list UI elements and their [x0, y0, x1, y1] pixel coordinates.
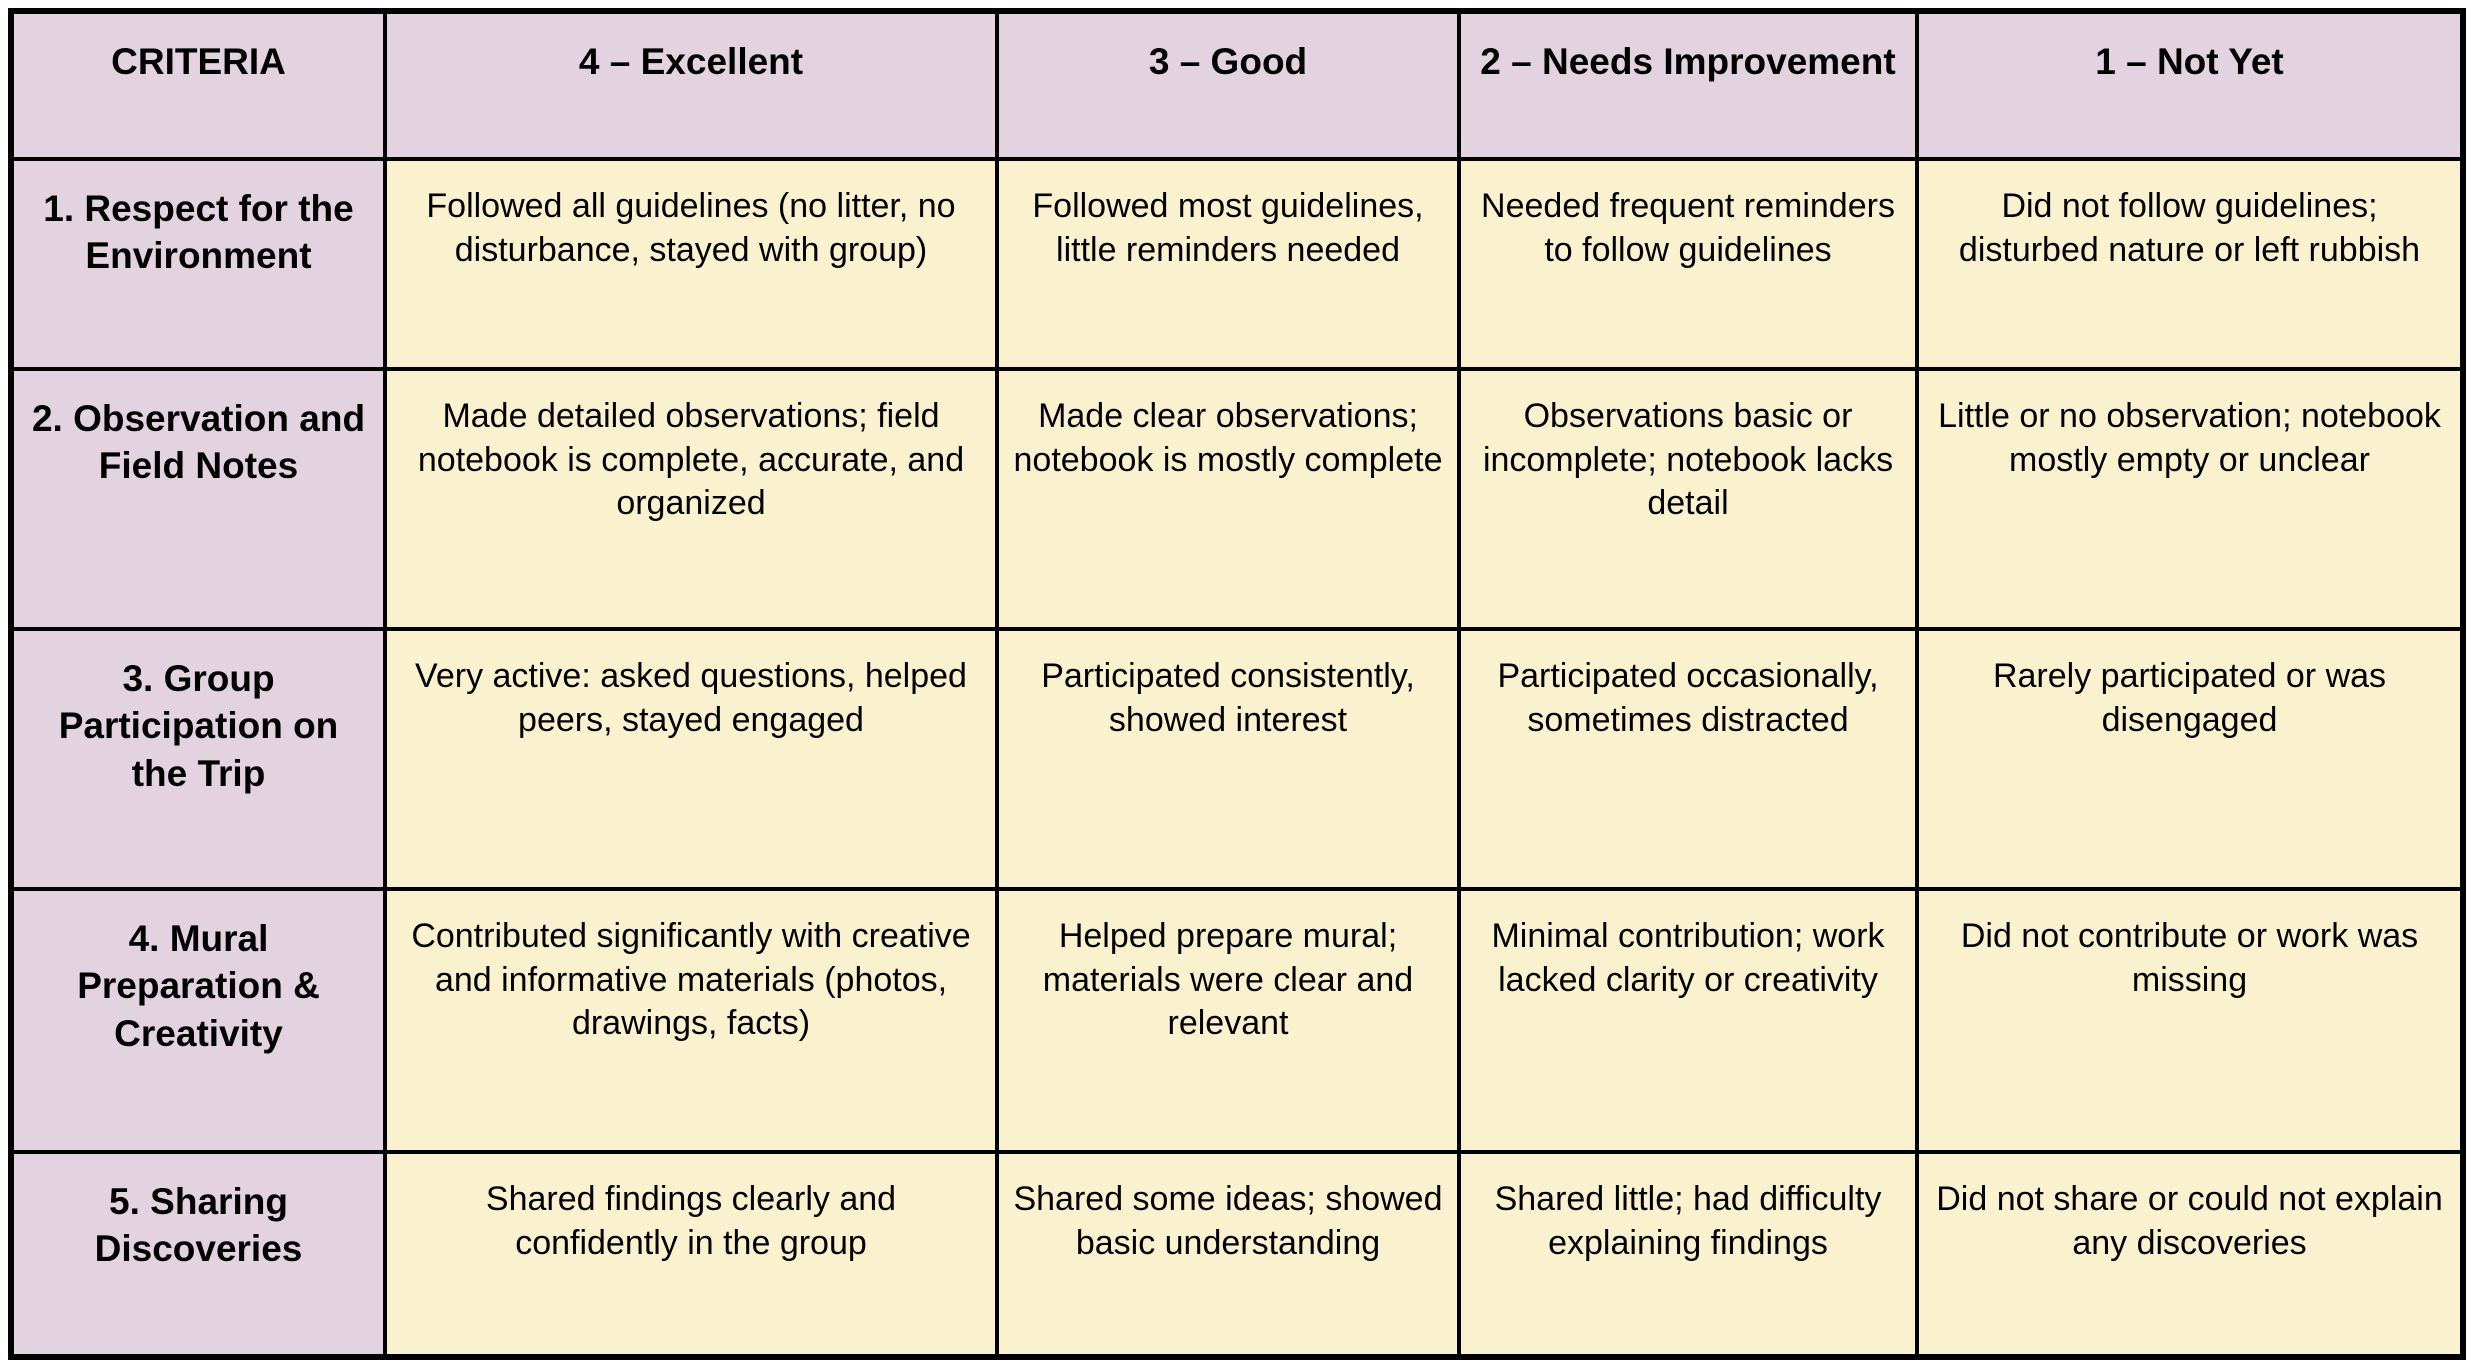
- rubric-cell: Shared findings clearly and confidently in the group: [385, 1152, 997, 1357]
- table-row-sharing-discoveries: [11, 1152, 2463, 1357]
- rubric-cell: Did not share or could not explain any discoveries: [1917, 1152, 2463, 1357]
- table-row-group-participation: [11, 629, 2463, 889]
- rubric-cell: Did not follow guidelines; disturbed nature or left rubbish: [1917, 159, 2463, 369]
- criterion-cell: 4. Mural Preparation & Creativity: [11, 889, 385, 1152]
- criterion-cell: 3. Group Participation on the Trip: [11, 629, 385, 889]
- rubric-cell: Followed all guidelines (no litter, no disturbance, stayed with group): [385, 159, 997, 369]
- rubric-cell: Observations basic or incomplete; notebook lacks detail: [1459, 369, 1917, 629]
- rubric-cell: Shared some ideas; showed basic understanding: [997, 1152, 1459, 1357]
- rubric-cell: Shared little; had difficulty explaining findings: [1459, 1152, 1917, 1357]
- rubric-cell: Participated consistently, showed interest: [997, 629, 1459, 889]
- rubric-cell: Needed frequent reminders to follow guidelines: [1459, 159, 1917, 369]
- criterion-cell: 1. Respect for the Environment: [11, 159, 385, 369]
- table-row-observation-field-notes: [11, 369, 2463, 629]
- header-cell-not-yet: 1 – Not Yet: [1917, 11, 2463, 159]
- rubric-table: [8, 8, 2466, 1360]
- rubric-cell: Rarely participated or was disengaged: [1917, 629, 2463, 889]
- criterion-cell: 5. Sharing Discoveries: [11, 1152, 385, 1357]
- rubric-cell: Participated occasionally, sometimes distracted: [1459, 629, 1917, 889]
- header-cell-excellent: 4 – Excellent: [385, 11, 997, 159]
- header-cell-criteria: CRITERIA: [11, 11, 385, 159]
- rubric-cell: Minimal contribution; work lacked clarity or creativity: [1459, 889, 1917, 1152]
- rubric-cell: Made clear observations; notebook is mostly complete: [997, 369, 1459, 629]
- header-row: [11, 11, 2463, 159]
- rubric-cell: Did not contribute or work was missing: [1917, 889, 2463, 1152]
- criterion-cell: 2. Observation and Field Notes: [11, 369, 385, 629]
- rubric-cell: Made detailed observations; field notebook is complete, accurate, and organized: [385, 369, 997, 629]
- header-cell-needs-improvement: 2 – Needs Improvement: [1459, 11, 1917, 159]
- rubric-cell: Contributed significantly with creative and informative materials (photos, drawings, facts): [385, 889, 997, 1152]
- table-row-respect-environment: [11, 159, 2463, 369]
- header-cell-good: 3 – Good: [997, 11, 1459, 159]
- rubric-cell: Followed most guidelines, little reminders needed: [997, 159, 1459, 369]
- rubric-cell: Very active: asked questions, helped peers, stayed engaged: [385, 629, 997, 889]
- rubric-cell: Little or no observation; notebook mostly empty or unclear: [1917, 369, 2463, 629]
- table-row-mural-preparation: [11, 889, 2463, 1152]
- rubric-cell: Helped prepare mural; materials were clear and relevant: [997, 889, 1459, 1152]
